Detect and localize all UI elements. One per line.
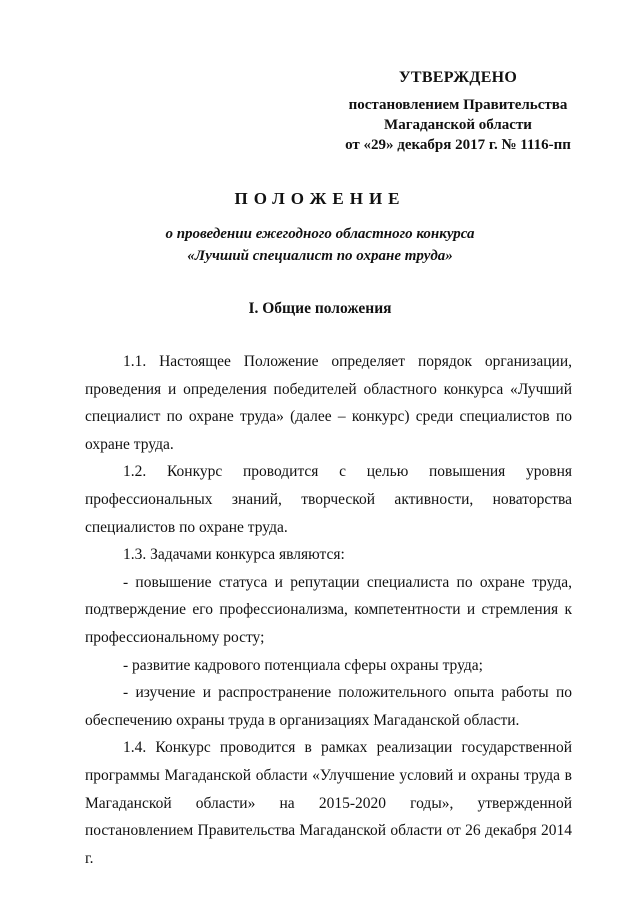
- paragraph-1-1: 1.1. Настоящее Положение определяет порядок организации, проведения и определения победителей областного конкурса «Лучший специалист по охране труда» (далее – конкурс) среди специалистов по охране труда.: [85, 353, 572, 453]
- paragraph-1-4: 1.4. Конкурс проводится в рамках реализации государственной программы Магаданской области «Улучшение условий и охраны труда в Магаданской области» на 2015-2020 годы», утвержденной постановлением Правительства Магаданской области от 26 декабря 2014 г.: [85, 739, 572, 867]
- document-title: ПОЛОЖЕНИЕ: [234, 189, 406, 208]
- paragraph-1-2: 1.2. Конкурс проводится с целью повышения уровня профессиональных знаний, творческой активности, новаторства специалистов по охране труда.: [85, 463, 572, 536]
- section-heading: I. Общие положения: [248, 300, 392, 317]
- document-body: [85, 348, 572, 872]
- approval-heading: УТВЕРЖДЕНО: [398, 69, 518, 86]
- subtitle-line-2: «Лучший специалист по охране труда»: [187, 248, 453, 264]
- paragraph-1-3: 1.3. Задачами конкурса являются:: [123, 546, 345, 564]
- list-item-experience: - изучение и распространение положительного опыта работы по обеспечению охраны труда в организациях Магаданской области.: [85, 684, 572, 729]
- approval-line-1: постановлением Правительства: [348, 97, 568, 113]
- approval-stamp: [338, 68, 578, 155]
- approval-line-3: от «29» декабря 2017 г. № 1116-пп: [345, 137, 571, 153]
- list-item-status: - повышение статуса и репутации специалиста по охране труда, подтверждение его профессионализма, компетентности и стремления к профессиональному росту;: [85, 573, 572, 646]
- subtitle-line-1: о проведении ежегодного областного конкурса: [165, 226, 475, 242]
- list-item-potential: - развитие кадрового потенциала сферы охраны труда;: [123, 656, 483, 674]
- approval-line-2: Магаданской области: [384, 117, 532, 133]
- document-subtitle: [0, 223, 640, 267]
